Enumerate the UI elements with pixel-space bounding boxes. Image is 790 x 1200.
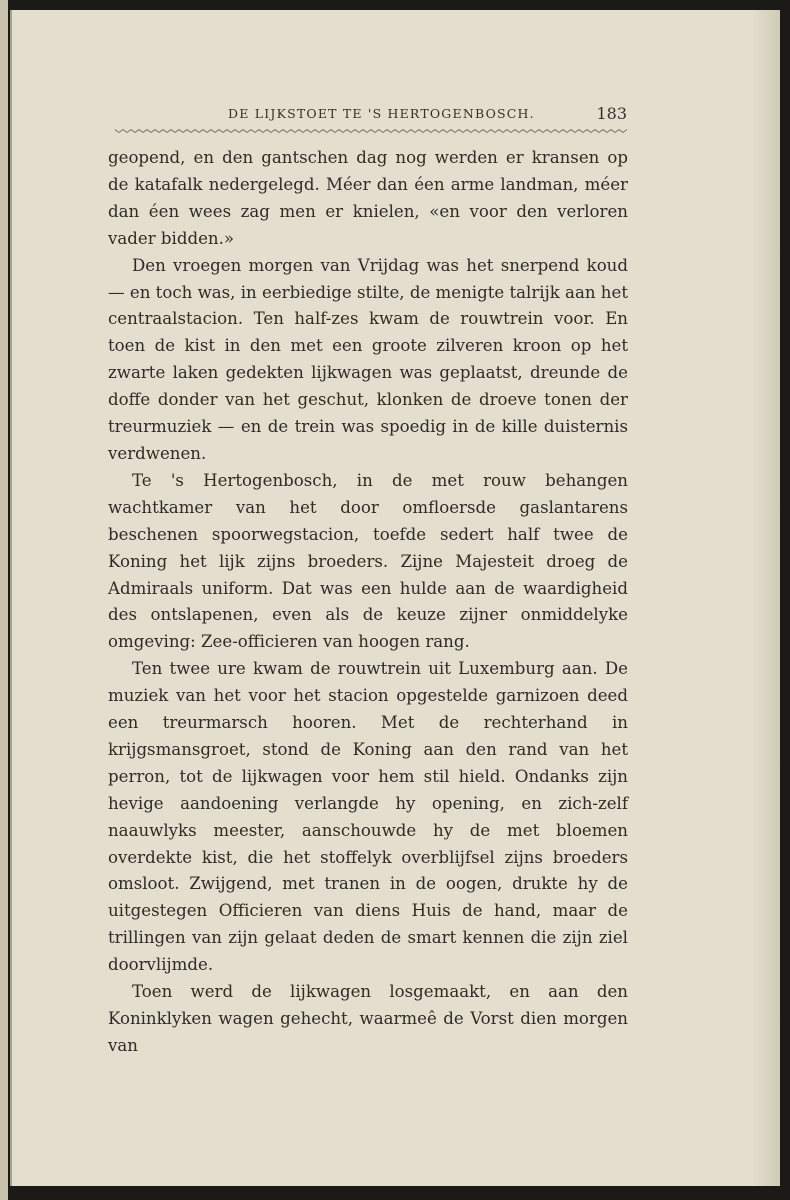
running-title: DE LIJKSTOET TE 'S HERTOGENBOSCH. — [228, 106, 535, 121]
paragraph-1: geopend, en den gantschen dag nog werden er kransen op de katafalk nedergelegd. Méer dan éen arme landman, méer dan éen wees zag men er knielen, «en voor den verloren vader bidden.» — [108, 148, 628, 248]
page-shadow — [752, 10, 780, 1186]
paragraph-3: Te 's Hertogenbosch, in de met rouw behangen wachtkamer van het door omfloersde gaslantarens beschenen spoorwegstacion, toefde sedert half twee de Koning het lijk zijns broeders. Zijne Majesteit droeg de Admiraals uniform. Dat was een hulde aan de waardigheid des ontslapenen, even als de keuze zijner onmiddelyke omgeving: Zee-officieren van hoogen rang. — [108, 470, 628, 652]
paragraph-5: Toen werd de lijkwagen losgemaakt, en aan den Koninklyken wagen gehecht, waarmeê de Vorst dien morgen van — [108, 982, 628, 1055]
scan-edge-left — [0, 0, 8, 1200]
page-number: 183 — [596, 104, 627, 123]
paragraph-4: Ten twee ure kwam de rouwtrein uit Luxemburg aan. De muziek van het voor het stacion opgestelde garnizoen deed een treurmarsch hooren. Met de rechterhand in krijgsmansgroet, stond de Koning aan den rand van het perron, tot de lijkwagen voor hem stil hield. Ondanks zijn hevige aandoening verlangde hy opening, en zich-zelf naauwlyks meester, aanschouwde hy de met bloemen overdekte kist, die het stoffelyk overblijfsel zijns broeders omsloot. Zwijgend, met tranen in de oogen, drukte hy de uitgestegen Officieren van diens Huis de hand, maar de trillingen van zijn gelaat deden de smart kennen die zijn ziel doorvlijmde. — [108, 659, 628, 975]
running-head — [115, 104, 627, 126]
wavy-rule — [115, 128, 627, 134]
body-text — [108, 145, 628, 1060]
paragraph-2: Den vroegen morgen van Vrijdag was het snerpend koud — en toch was, in eerbiedige stilte, de menigte talrijk aan het centraalstacion. Ten half-zes kwam de rouwtrein voor. En toen de kist in den met een groote zilveren kroon op het zwarte laken gedekten lijkwagen was geplaatst, dreunde de doffe donder van het geschut, klonken de droeve tonen der treurmuziek — en de trein was spoedig in de kille duisternis verdwenen. — [108, 255, 628, 463]
